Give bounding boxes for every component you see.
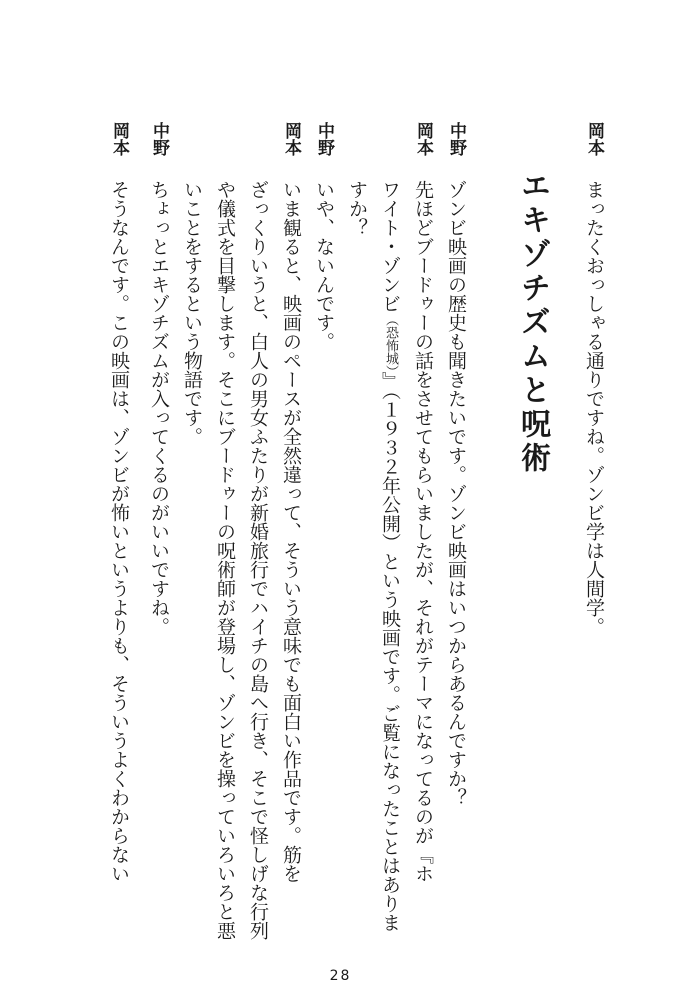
speaker-label: 岡本 [109, 122, 129, 156]
dialogue-text: すか？ [346, 180, 368, 237]
dialogue-line-nakano [144, 122, 174, 942]
page-number: 28 [329, 968, 352, 984]
dialogue-line-okamoto [408, 122, 438, 942]
dialogue-line-nakano [309, 122, 339, 942]
dialogue-text: ゾンビ映画の歴史も聞きたいです。ゾンビ映画はいつからあるんですか？ [445, 180, 467, 807]
dialogue-text: いや、ないんです。 [313, 180, 335, 351]
dialogue-line-okamoto [104, 122, 134, 942]
dialogue-line-nakano [441, 122, 471, 942]
dialogue-text: いま観ると、映画のペースが全然違って、そういう意味でも面白い作品です。筋を [280, 180, 302, 883]
dialogue-line-okamoto [579, 122, 609, 942]
speaker-label: 中野 [314, 122, 334, 156]
dialogue-text: ワイト・ゾンビ [379, 180, 401, 313]
dialogue-text: 』（１９３２年公開）という映画です。ご覧になったことはありま [379, 371, 401, 932]
speaker-label: 岡本 [413, 122, 433, 156]
dialogue-continuation [177, 122, 207, 942]
dialogue-continuation [210, 122, 240, 942]
dialogue-text: や儀式を目撃します。そこにブードゥーの呪術師が登場し、ゾンビを操っていろいろと悪 [214, 180, 236, 940]
dialogue-continuation [243, 122, 273, 942]
dialogue-text: 先ほどブードゥーの話をさせてもらいましたが、それがテーマになってるのが『ホ [412, 180, 434, 883]
dialogue-text: ざっくりいうと、白人の男女ふたりが新婚旅行でハイチの島へ行き、そこで怪しげな行列 [247, 180, 269, 940]
dialogue-text: ちょっとエキゾチズムが入ってくるのがいいですね。 [148, 180, 170, 636]
speaker-label: 中野 [446, 122, 466, 156]
speaker-label: 岡本 [281, 122, 301, 156]
dialogue-text: いことをするという物語です。 [181, 180, 203, 446]
speaker-label: 中野 [149, 122, 169, 156]
dialogue-continuation [375, 122, 405, 942]
dialogue-line-okamoto [276, 122, 306, 942]
dialogue-text: そうなんです。この映画は、ゾンビが怖いというよりも、そういうよくわからない [108, 180, 130, 883]
dialogue-continuation [342, 122, 372, 942]
dialogue-text: まったくおっしゃる通りですね。ゾンビ学は人間学。 [583, 180, 605, 636]
speaker-label: 岡本 [584, 122, 604, 156]
title-annotation: （恐怖城） [383, 313, 398, 372]
section-heading: エキゾチズムと呪術 [515, 170, 550, 476]
